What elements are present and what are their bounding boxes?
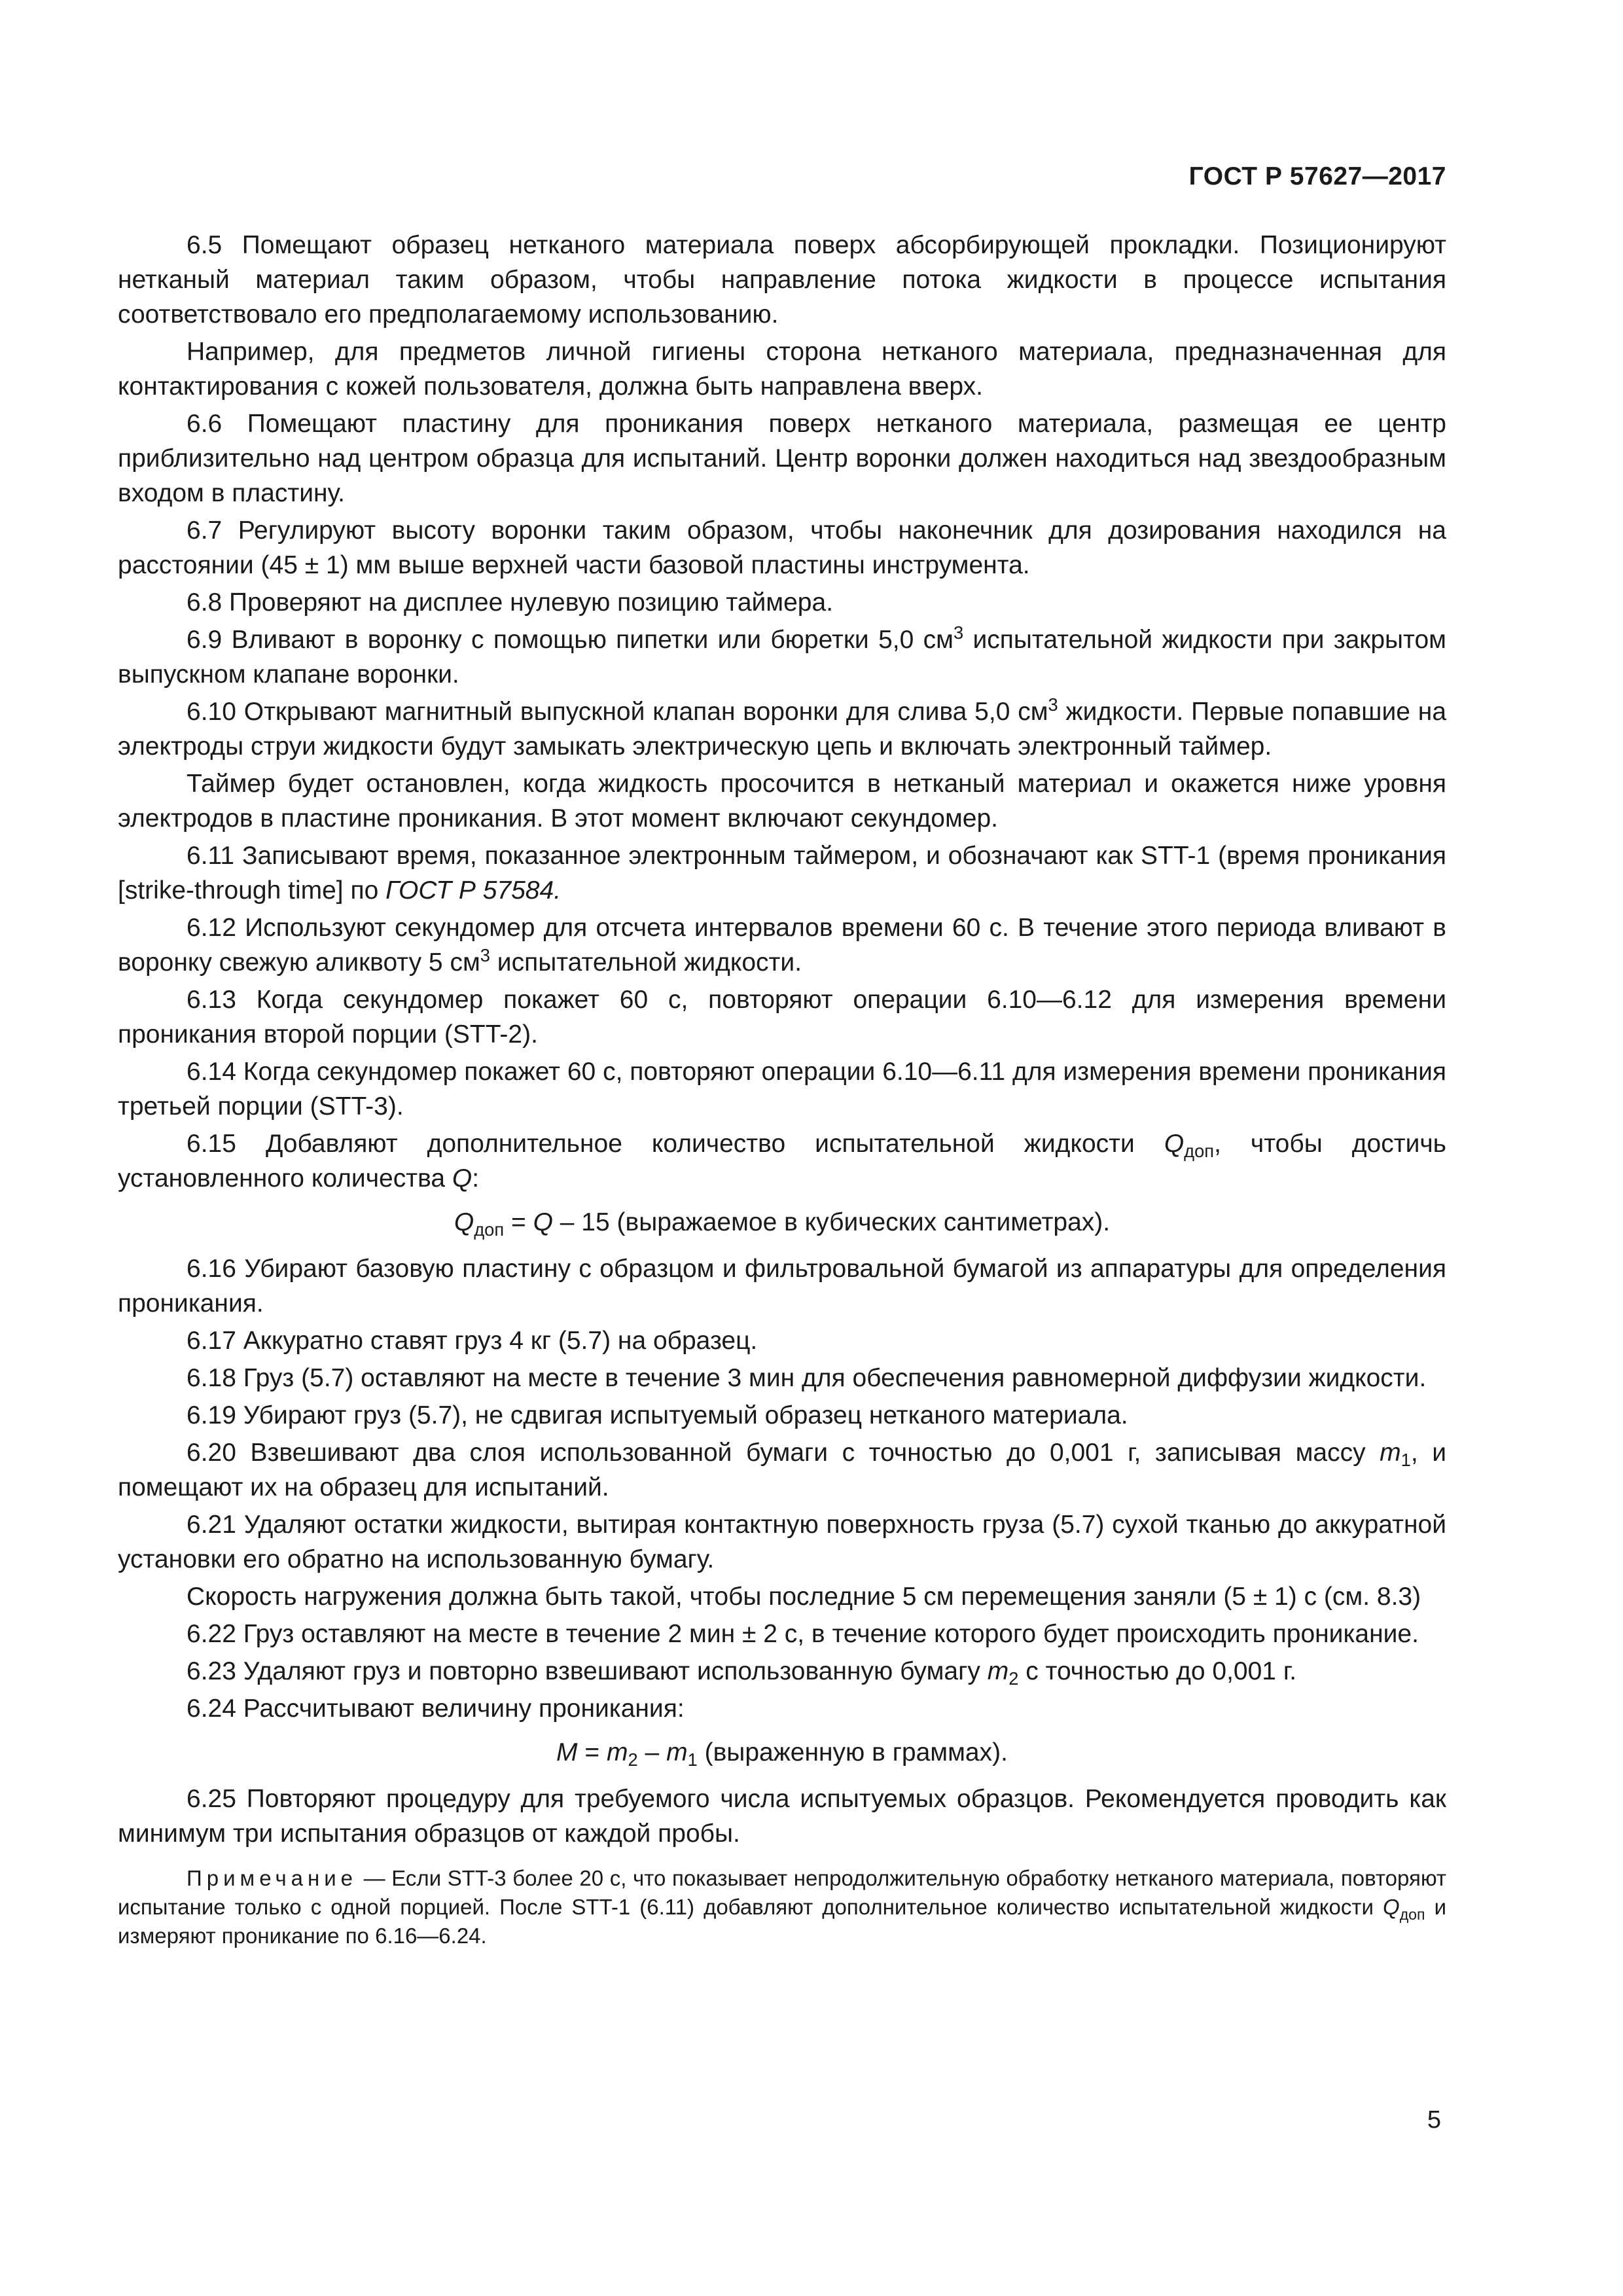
paragraph-6-21: 6.21 Удаляют остатки жидкости, вытирая контактную поверхность груза (5.7) сухой тканью до аккуратной установки его обратно на использованную бумагу. [118, 1511, 1446, 1573]
paragraph-6-5-example: Например, для предметов личной гигиены сторона нетканого материала, предназначенная для контактирования с кожей пользователя, должна быть направлена вверх. [118, 338, 1446, 401]
formula-q-additional: $Q_{доп} = Q - 15$ (выражаемое в кубических сантиметрах). [454, 1208, 1111, 1240]
paragraph-6-21-loading: Скорость нагружения должна быть такой, чтобы последние 5 см перемещения заняли (5 ± 1) с (см. 8.3) [187, 1583, 1421, 1611]
paragraph-6-11: 6.11 Записывают время, показанное электронным таймером, и обозначают как STT-1 (время проникания [strike-through time] по ГОСТ Р 57584. [118, 842, 1446, 905]
formula-penetration: $M = m_2 - m_1$ (выраженную в граммах). [556, 1738, 1008, 1770]
note: Примечание — Если STT-3 более 20 с, что показывает непродолжительную обработку нетканого материала, повторяют испытание только с одной порцией. После STT-1 (6.11) добавляют дополнительное количество испытательной жидкости $Q_{доп}$ и измеряют проникание по 6.16—6.24. [118, 1866, 1447, 1948]
paragraph-6-5: 6.5 Помещают образец нетканого материала поверх абсорбирующей прокладки. Позиционируют нетканый материал таким образом, чтобы направление потока жидкости в процессе испытания соответствовало его предполагаемому использованию. [118, 231, 1446, 329]
standard-reference: ГОСТ Р 57584. [385, 876, 562, 905]
paragraph-6-24: 6.24 Рассчитывают величину проникания: [187, 1695, 685, 1723]
paragraph-6-19: 6.19 Убирают груз (5.7), не сдвигая испытуемый образец нетканого материала. [187, 1401, 1128, 1429]
paragraph-6-16: 6.16 Убирают базовую пластину с образцом и фильтровальной бумагой из аппаратуры для определения проникания. [118, 1255, 1446, 1318]
page-number: 5 [1427, 2106, 1441, 2134]
paragraph-6-17: 6.17 Аккуратно ставят груз 4 кг (5.7) на образец. [187, 1327, 758, 1355]
note-label: Примечание [187, 1866, 358, 1890]
paragraph-6-18: 6.18 Груз (5.7) оставляют на месте в течение 3 мин для обеспечения равномерной диффузии жидкости. [187, 1364, 1427, 1392]
paragraph-6-10-timer: Таймер будет остановлен, когда жидкость просочится в нетканый материал и окажется ниже уровня электродов в пластине проникания. В этот момент включают секундомер. [118, 770, 1446, 833]
paragraph-6-14: 6.14 Когда секундомер покажет 60 с, повторяют операции 6.10—6.11 для измерения времени проникания третьей порции (STT-3). [118, 1058, 1446, 1121]
paragraph-6-20: 6.20 Взвешивают два слоя использованной бумаги с точностью до 0,001 г, записывая массу $m_1$, и помещают их на образец для испытаний. [118, 1439, 1446, 1501]
paragraph-6-22: 6.22 Груз оставляют на месте в течение 2 мин ± 2 с, в течение которого будет происходить проникание. [187, 1620, 1419, 1648]
paragraph-6-9: 6.9 Вливают в воронку с помощью пипетки или бюретки 5,0 $см^3$ испытательной жидкости при закрытом выпускном клапане воронки. [118, 622, 1446, 689]
paragraph-6-23: 6.23 Удаляют груз и повторно взвешивают использованную бумагу $m_2$ с точностью до 0,001 г. [187, 1657, 1297, 1689]
paragraph-6-13: 6.13 Когда секундомер покажет 60 с, повторяют операции 6.10—6.12 для измерения времени проникания второй порции (STT-2). [118, 986, 1446, 1049]
paragraph-6-12: 6.12 Используют секундомер для отсчета интервалов времени 60 с. В течение этого периода вливают в воронку свежую аликвоту 5 $см^3$ испытательной жидкости. [118, 914, 1446, 977]
paragraph-6-15: 6.15 Добавляют дополнительное количество испытательной жидкости $Q_{доп}$, чтобы достичь установленного количества Q: [118, 1130, 1447, 1193]
paragraph-6-10: 6.10 Открывают магнитный выпускной клапан воронки для слива 5,0 $см^3$ жидкости. Первые попавшие на электроды струи жидкости будут замыкать электрическую цепь и включать электронный таймер. [118, 694, 1447, 761]
document-header: ГОСТ Р 57627—2017 [1188, 162, 1446, 190]
paragraph-6-7: 6.7 Регулируют высоту воронки таким образом, чтобы наконечник для дозирования находился на расстоянии (45 ± 1) мм выше верхней части базовой пластины инструмента. [118, 516, 1446, 579]
document-body [118, 228, 1446, 1953]
paragraph-6-25: 6.25 Повторяют процедуру для требуемого числа испытуемых образцов. Рекомендуется проводить как минимум три испытания образцов от каждой пробы. [118, 1785, 1446, 1848]
paragraph-6-6: 6.6 Помещают пластину для проникания поверх нетканого материала, размещая ее центр приблизительно над центром образца для испытаний. Центр воронки должен находиться над звездообразным входом в пластину. [118, 410, 1446, 507]
paragraph-6-8: 6.8 Проверяют на дисплее нулевую позицию таймера. [187, 588, 834, 617]
